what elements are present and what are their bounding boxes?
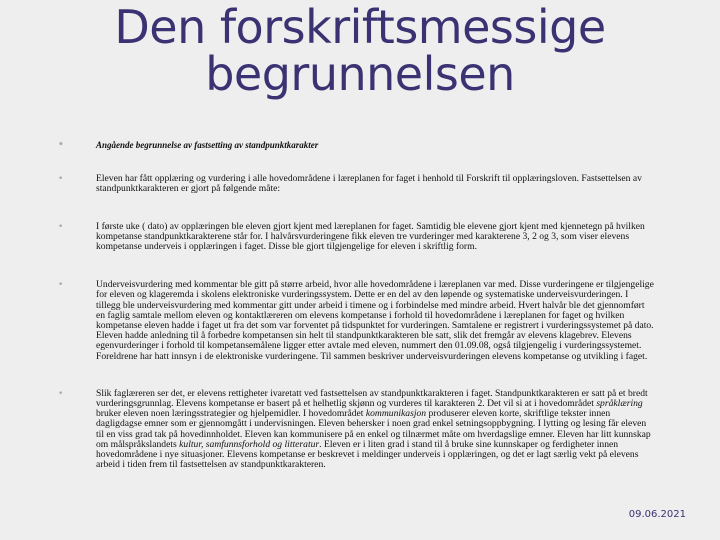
slide-title-line-1: Den forskriftsmessige <box>114 0 606 54</box>
bullet-item <box>58 174 654 194</box>
bullet-text-part: Slik faglæreren ser det, er elevens rettigheter ivaretatt ved fastsettelsen av standpunktkarakteren i faget. Standpunktkarakteren er satt på et bredt vurderingsgrunnlag. Elevens kompetanse er basert på et helhetlig skjønn og vurderes til karakteren 2. Det vil si at i hovedområdet <box>96 387 648 410</box>
bullet-text: Eleven har fått opplæring og vurdering i alle hovedområdene i læreplanen for faget i henhold til Forskrift til opplæringsloven. Fastsettelsen av standpunktkarakteren er gjort på følgende måte: <box>96 173 642 195</box>
bullet-emphasis: kommunikasjon <box>365 408 427 420</box>
bullet-text <box>96 388 651 470</box>
bullet-list <box>58 140 654 470</box>
bullet-dot-icon: • <box>58 388 64 399</box>
bullet-dot-icon: • <box>58 140 64 150</box>
bullet-dot-icon: • <box>58 280 64 291</box>
bullet-item <box>58 280 654 362</box>
bullet-text: Angående begrunnelse av fastsetting av standpunktkarakter <box>96 140 319 150</box>
bullet-text: I første uke ( dato) av opplæringen ble eleven gjort kjent med læreplanen for faget. Samtidig ble elevene gjort kjent med kjennetegn på hvilken kompetanse standpunktkarakterene står for. I halvårsvurderingene fikk eleven tre vurderinger med karakterene 3, 2 og 3, som viser elevens kompetanse underveis i opplæringen i faget. Disse ble gjort tilgjengelige for eleven i skriftlig form. <box>96 220 645 253</box>
slide-date: 09.06.2021 <box>628 509 686 520</box>
bullet-emphasis: kultur, samfunnsforhold og litteratur <box>179 438 320 450</box>
slide-title <box>0 0 720 101</box>
bullet-text: Underveisvurdering med kommentar ble gitt på større arbeid, hvor alle hovedområdene i læreplanen var med. Disse vurderingene er tilgjengelige for eleven og klageremda i skolens elektroniske vurderingssystem. Dette er en del av den løpende og systematiske underveisvurderingen. I tillegg ble underveisvurdering med kommentar gitt under arbeid i timene og i forbindelse med mindre arbeid. Hvert halvår ble det gjennomført en faglig samtale mellom eleven og kontaktlæreren om elevens kompetanse i forhold til hovedområdene i læreplanen for faget og hvilken kompetanse eleven hadde i faget ut fra det som var forventet på tidspunktet for vurderingen. Samtalene er registrert i vurderingssystemet på dato. Eleven hadde anledning til å forbedre kompetansen sin helt til standpunktkarakteren ble satt, slik det fremgår av elevens klagebrev. Elevens egenvurderinger i forhold til kompetansemålene ligger etter avtale med eleven, nummert den 01.09.08, også tilgjengelig i vurderingssystemet. Foreldrene har hatt innsyn i de elektroniske vurderingene. Til sammen beskriver underveisvurderingen elevens kompetanse og utvikling i faget. <box>96 279 654 362</box>
bullet-text-part: produserer eleven korte, skriftlige tekster innen dagligdagse emner som er gjennomgått i undervisningen. Eleven behersker i noen grad enkel setningsoppbygning. I lytting og lesing får eleven til en viss grad tak på hovedinnholdet. Eleven kan kommunisere på en enkel og tilnærmet måte om hverdagslige emner. Eleven har litt kunnskap om målspråkslandets <box>96 408 651 450</box>
bullet-dot-icon: • <box>58 221 64 232</box>
bullet-emphasis: språklæring <box>596 398 643 410</box>
slide-title-line-2: begrunnelsen <box>205 47 515 101</box>
bullet-item <box>58 222 654 253</box>
bullet-text-part: bruker eleven noen læringsstrategier og hjelpemidler. I hovedområdet <box>96 408 366 420</box>
bullet-item <box>58 389 654 471</box>
bullet-dot-icon: • <box>58 174 64 185</box>
bullet-item <box>58 140 654 150</box>
bullet-text-part: . Eleven er i liten grad i stand til å bruke sine kunnskaper og ferdigheter innen hovedområdene i nye situasjoner. Elevens kompetanse er beskrevet i meldinger underveis i opplæringen, og det er lagt særlig vekt på elevens arbeid i tiden frem til fastsettelsen av standpunktkarakteren. <box>96 438 639 471</box>
